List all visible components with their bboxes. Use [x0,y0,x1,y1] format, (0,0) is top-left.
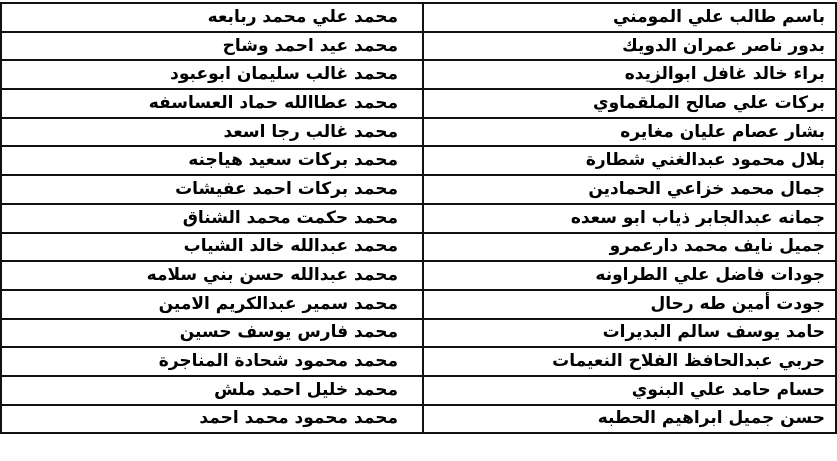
table-row [1,347,836,376]
name-cell-left: محمد عيد احمد وشاح [1,32,423,61]
table-row [1,3,836,32]
name-cell-left: محمد عبدالله خالد الشياب [1,233,423,262]
table-row [1,233,836,262]
name-cell-left: محمد سمير عبدالكريم الامين [1,290,423,319]
name-cell-right: بشار عصام عليان مغايره [423,118,836,147]
table-row [1,319,836,348]
name-cell-left: محمد حكمت محمد الشناق [1,204,423,233]
table-row [1,60,836,89]
table-row [1,175,836,204]
name-cell-left: محمد محمود محمد احمد [1,405,423,434]
name-cell-left: محمد محمود شحادة المناجرة [1,347,423,376]
name-cell-right: حسام حامد علي البنوي [423,376,836,405]
name-cell-right: جودت أمين طه رحال [423,290,836,319]
table-row [1,290,836,319]
table-row [1,261,836,290]
table-row [1,376,836,405]
name-cell-right: حربي عبدالحافظ الفلاح النعيمات [423,347,836,376]
name-cell-left: محمد غالب سليمان ابوعبود [1,60,423,89]
table-row [1,146,836,175]
name-cell-left: محمد عطاالله حماد العساسفه [1,89,423,118]
name-cell-right: بدور ناصر عمران الدويك [423,32,836,61]
name-cell-left: محمد خليل احمد ملش [1,376,423,405]
table-row [1,32,836,61]
name-cell-right: جميل نايف محمد دارعمرو [423,233,836,262]
names-table-body [1,3,836,433]
name-cell-right: براء خالد غافل ابوالزيده [423,60,836,89]
name-cell-left: محمد علي محمد ربابعه [1,3,423,32]
name-cell-left: محمد عبدالله حسن بني سلامه [1,261,423,290]
name-cell-right: بلال محمود عبدالغني شطارة [423,146,836,175]
name-cell-left: محمد بركات سعيد هياجنه [1,146,423,175]
name-cell-left: محمد فارس يوسف حسين [1,319,423,348]
name-cell-right: حامد يوسف سالم البديرات [423,319,836,348]
name-cell-right: حسن جميل ابراهيم الحطبه [423,405,836,434]
name-cell-right: بركات علي صالح الملقماوي [423,89,836,118]
names-table [0,2,837,434]
table-row [1,118,836,147]
name-cell-left: محمد غالب رجا اسعد [1,118,423,147]
table-row [1,204,836,233]
table-row [1,89,836,118]
name-cell-left: محمد بركات احمد عفيشات [1,175,423,204]
name-cell-right: جمانه عبدالجابر ذياب ابو سعده [423,204,836,233]
name-cell-right: جودات فاضل علي الطراونه [423,261,836,290]
name-cell-right: جمال محمد خزاعي الحمادين [423,175,836,204]
table-row [1,405,836,434]
name-cell-right: باسم طالب علي المومني [423,3,836,32]
